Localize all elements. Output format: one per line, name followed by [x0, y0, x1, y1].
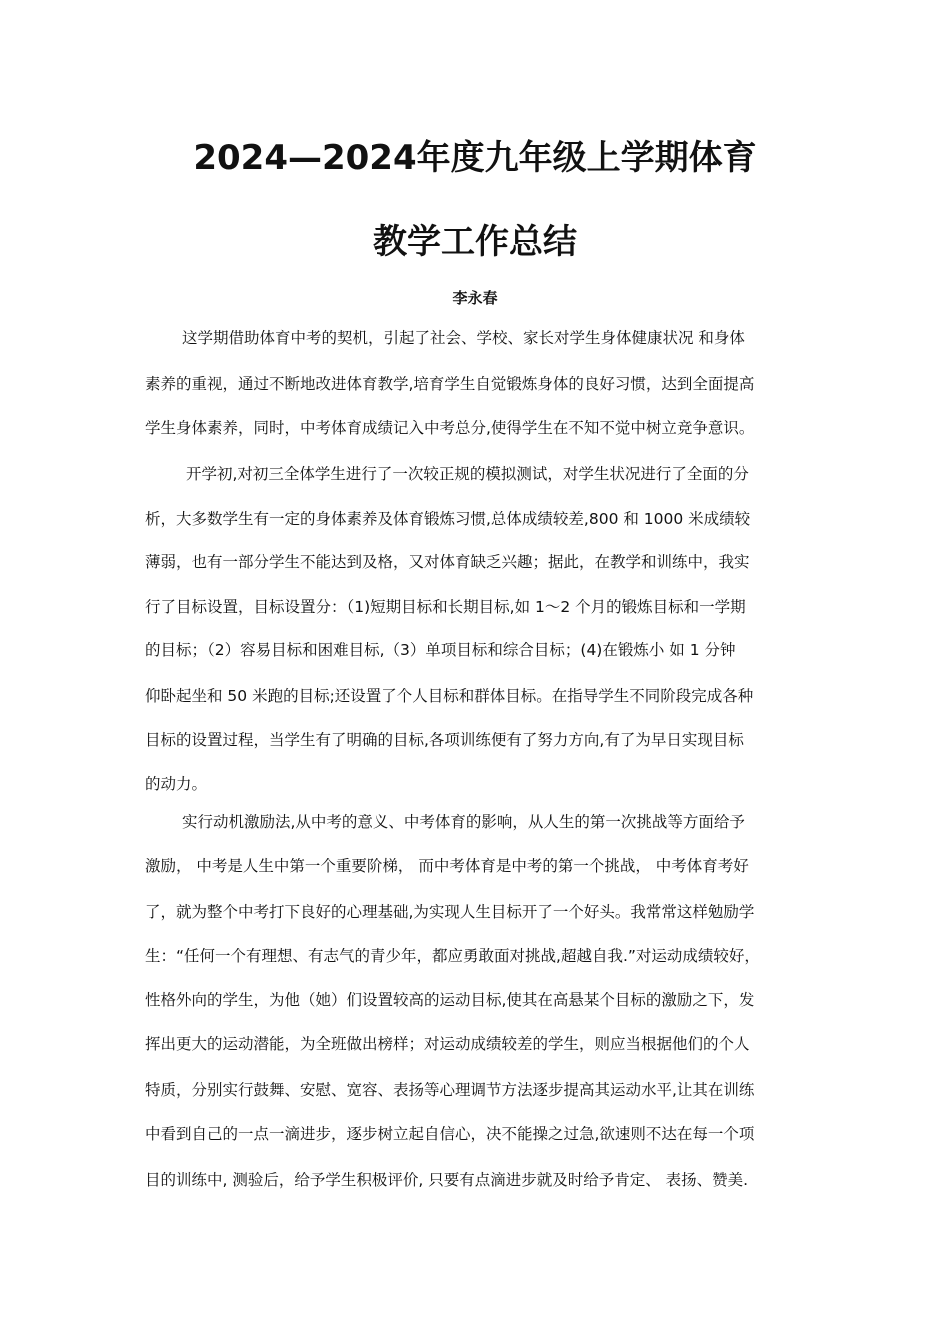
body-line: 了，就为整个中考打下良好的心理基础,为实现人生目标开了一个好头。我常常这样勉励学 [145, 903, 755, 921]
body-line: 的目标；（2）容易目标和困难目标,（3）单项目标和综合目标；(4)在锻炼小 如 1 分钟 [145, 641, 736, 659]
document-title-line-2: 教学工作总结 [373, 222, 577, 262]
body-line: 行了目标设置，目标设置分：（1)短期目标和长期目标,如 1～2 个月的锻炼目标和一学期 [145, 598, 746, 616]
body-line: 实行动机激励法,从中考的意义、中考体育的影响，从人生的第一次挑战等方面给予 [182, 813, 745, 831]
body-line: 目的训练中, 测验后，给予学生积极评价, 只要有点滴进步就及时给予肯定、 表扬、赞美. [145, 1171, 749, 1189]
body-line: 薄弱，也有一部分学生不能达到及格，又对体育缺乏兴趣；据此，在教学和训练中，我实 [145, 553, 750, 571]
body-line: 激励， 中考是人生中第一个重要阶梯， 而中考体育是中考的第一个挑战， 中考体育考好 [145, 857, 749, 875]
body-line: 挥出更大的运动潜能，为全班做出榜样；对运动成绩较差的学生，则应当根据他们的个人 [145, 1035, 750, 1053]
body-line: 仰卧起坐和 50 米跑的目标;还设置了个人目标和群体目标。在指导学生不同阶段完成各种 [145, 687, 754, 705]
body-line: 析，大多数学生有一定的身体素养及体育锻炼习惯,总体成绩较差,800 和 1000 米成绩较 [145, 510, 751, 528]
body-line: 中看到自己的一点一滴进步，逐步树立起自信心，决不能操之过急,欲速则不达在每一个项 [145, 1125, 755, 1143]
document-title-line-1: 2024—2024年度九年级上学期体育 [193, 138, 757, 178]
body-line: 素养的重视，通过不断地改进体育教学,培育学生自觉锻炼身体的良好习惯，达到全面提高 [145, 375, 755, 393]
body-line: 开学初,对初三全体学生进行了一次较正规的模拟测试，对学生状况进行了全面的分 [186, 465, 749, 483]
body-line: 目标的设置过程，当学生有了明确的目标,各项训练便有了努力方向,有了为早日实现目标 [145, 731, 744, 749]
body-line: 这学期借助体育中考的契机，引起了社会、学校、家长对学生身体健康状况 和身体 [182, 329, 745, 347]
body-line: 性格外向的学生，为他（她）们设置较高的运动目标,使其在高悬某个目标的激励之下，发 [145, 991, 755, 1009]
body-line: 学生身体素养，同时，中考体育成绩记入中考总分,使得学生在不知不觉中树立竞争意识。 [145, 419, 755, 437]
body-line: 的动力。 [145, 775, 208, 793]
body-line: 生：“任何一个有理想、有志气的青少年，都应勇敢面对挑战,超越自我.”对运动成绩较好， [145, 947, 760, 965]
body-line: 特质，分别实行鼓舞、安慰、宽容、表扬等心理调节方法逐步提高其运动水平,让其在训练 [145, 1081, 755, 1099]
author-name: 李永春 [452, 289, 498, 307]
